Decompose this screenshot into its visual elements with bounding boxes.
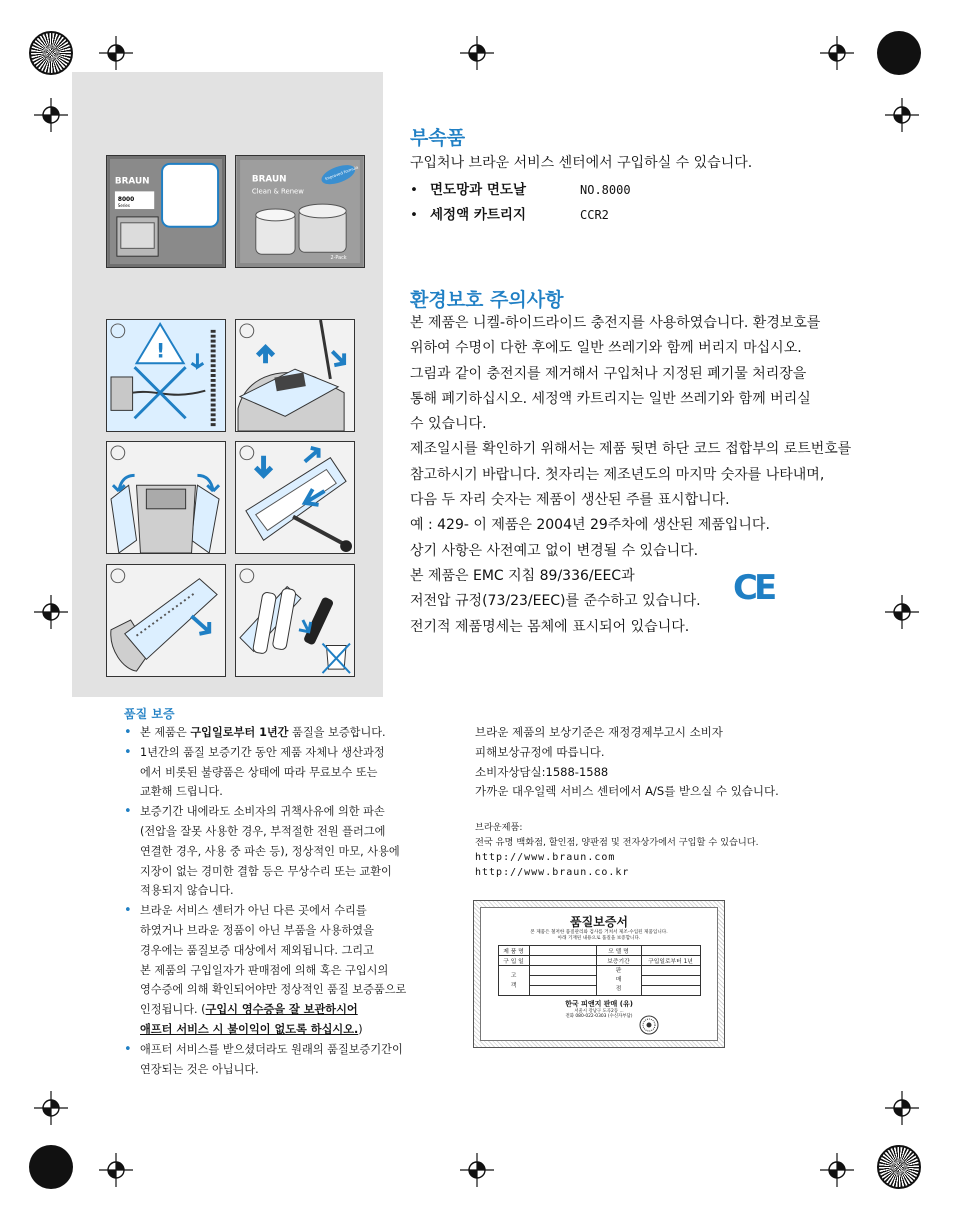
seller-char: 매 [615,977,622,983]
warranty-line [140,921,454,941]
warranty-item [124,1040,454,1080]
environment-line: 수 있습니다. [410,416,487,433]
accessory-item [410,178,631,203]
environment-line: 참고하시기 바랍니다. 첫자리는 제조년도의 마지막 숫자를 나타내며, [410,466,825,483]
customer-field [529,986,596,996]
warranty-text: 보증기간 내에라도 소비자의 귀책사유에 의한 파손 [140,805,385,819]
warranty-line [140,782,454,802]
company-address: 서울시 강남구 도곡2동 ... [574,1009,624,1014]
warranty-period-value: 구입일로부터 1년 [641,956,700,966]
purchase-date-field [529,956,596,966]
warranty-text: 연장되는 것은 아닙니다. [140,1062,259,1076]
accessory-item [410,203,631,228]
warranty-item [124,743,454,802]
warranty-line [140,961,454,981]
crosshair-mark-right-2 [885,595,919,629]
product-name-field [529,946,596,956]
pack2-count: 2-Pack [330,255,347,262]
pack2-name: Clean & Renew [251,187,304,196]
certificate-note: 본 제품은 철저한 품질관리와 검사를 거쳐서 제조·수입된 제품입니다. [530,930,668,935]
certificate-table [498,945,701,996]
warranty-text: 구입일로부터 1년간 [190,726,289,739]
environment-line: 예 : 429- 이 제품은 2004년 29주차에 생산된 제품입니다. [410,517,770,534]
warranty-line [140,723,454,743]
customer-char: 객 [510,982,517,989]
environment-line: 위하여 수명이 다한 후에도 일반 쓰레기와 함께 버리지 마십시오. [410,340,802,357]
warranty-line [140,1040,454,1060]
warranty-title: 품질 보증 [124,707,175,721]
url-link[interactable]: http://www.braun.co.kr [475,867,630,878]
crosshair-mark-top-3 [820,36,854,70]
step-unscrew-image [235,441,355,554]
accessories-list [410,178,631,228]
environment-line: 저전압 규정(73/23/EEC)를 준수하고 있습니다. [410,593,701,610]
environment-line: 본 제품은 니켈-하이드라이드 충전지를 사용하였습니다. 환경보호를 [410,315,821,331]
purchase-date-label: 구 입 일 [498,956,529,966]
purchase-info [475,820,759,880]
registration-disc-top-right [877,31,921,75]
seller-field [641,976,700,986]
environment-line: 통해 폐기하십시오. 세정액 카트리지는 일반 쓰레기와 함께 버리실 [410,390,811,407]
model-name-label: 모 델 명 [596,946,641,956]
registration-disc-bottom-left [29,1145,73,1189]
warranty-text: 경우에는 품질보증 대상에서 제외됩니다. 그리고 [140,943,374,957]
warranty-text: 영수증에 의해 확인되어야만 정상적인 품질 보증품으로 [140,983,407,997]
warranty-item [124,802,454,901]
warranty-line [140,980,454,1000]
url-link[interactable]: http://www.braun.com [475,852,616,863]
customer-field [529,966,596,976]
warranty-text: 지장이 없는 경미한 결함 등은 무상수리 또는 교환이 [140,864,392,878]
accessory-name: 세정액 카트리지 [430,207,526,223]
pack1-model: 8000 [117,197,135,204]
step-open-housing-image [235,319,355,432]
crosshair-mark-top-1 [99,36,133,70]
warranty-line [140,743,454,763]
step-remove-cover-image [106,441,226,554]
environment-line: 그림과 같이 충전지를 제거해서 구입처나 지정된 폐기물 처리장을 [410,365,807,382]
warranty-period-label: 보증기간 [596,956,641,966]
bullet: • [410,207,418,223]
warranty-line [140,842,454,862]
seller-field [641,986,700,996]
seller-char: 점 [615,986,622,992]
pack1-series: Series [117,203,130,209]
environment-line: 제조일시를 확인하기 위해서는 제품 뒷면 하단 코드 접합부의 로트번호를 [410,441,852,458]
crosshair-mark-top-2 [460,36,494,70]
warranty-text: 연결한 경우, 사용 중 파손 등), 정상적인 마모, 사용에 [140,844,400,858]
pack1-brand: BRAUN [114,176,150,187]
crosshair-mark-left-2 [34,595,68,629]
environment-line: 상기 사항은 사전예고 없이 변경될 수 있습니다. [410,542,699,559]
compensation-info [475,723,779,802]
environment-body [410,311,851,640]
warranty-text: (전압을 잘못 사용한 경우, 부적절한 전원 플러그에 [140,824,386,838]
seller-field [641,966,700,976]
pack2-brand: BRAUN [251,174,287,185]
compensation-line: 피해보상규정에 따릅니다. [475,744,605,759]
warranty-text: 애프터 서비스를 받으셨더라도 원래의 품질보증기간이 [140,1042,403,1056]
purchase-text: 전국 유명 백화점, 할인점, 양판점 및 전자상가에서 구입할 수 있습니다. [475,837,759,848]
warranty-text: 적용되지 않습니다. [140,884,234,898]
warranty-text: 하였거나 브라운 정품이 아닌 부품을 사용하였을 [140,923,374,937]
crosshair-mark-bottom-2 [460,1153,494,1187]
registration-sunburst-bottom-right [877,1145,921,1189]
crosshair-mark-left-1 [34,98,68,132]
warranty-text: 본 제품은 [140,726,191,739]
step-lift-board-image [106,564,226,677]
purchase-label: 브라운제품: [475,822,523,833]
company-phone: 전화 080-022-0303 (수신자부담) [565,1014,633,1019]
compensation-line: 가까운 대우일렉 서비스 센터에서 A/S를 받으실 수 있습니다. [475,784,779,799]
warranty-item [124,901,454,960]
company-name: 한국 피앤지 판매 (유) [565,1000,633,1008]
company-seal-icon [639,1015,659,1035]
crosshair-mark-bottom-3 [820,1153,854,1187]
environment-line: 본 제품은 EMC 지침 89/336/EEC과 [410,567,635,584]
crosshair-mark-bottom-1 [99,1153,133,1187]
product-name-label: 제 품 명 [498,946,529,956]
warranty-certificate [473,900,725,1048]
accessory-name: 면도망과 면도날 [430,182,526,198]
seller-char: 판 [615,968,622,974]
warranty-line [140,881,454,901]
warranty-text: 에서 비롯된 불량품은 상태에 따라 무료보수 또는 [140,765,378,779]
environment-title: 환경보호 주의사항 [410,289,564,311]
warning-icon: ! [156,339,166,363]
customer-char: 고 [510,972,517,979]
registration-sunburst-top-left [29,31,73,75]
step-dispose-battery-image [235,564,355,677]
pack2-badge: Improved formula [324,164,359,182]
warranty-text: ) [358,1022,363,1036]
accessory-code: CCR2 [580,208,609,222]
step-unplug-image [106,319,226,432]
customer-label [498,966,529,996]
certificate-note: 아래 기재된 내용으로 품질을 보증합니다. [557,936,641,941]
cleaning-cartridge-pack-image [235,155,365,268]
certificate-inner [480,907,718,1041]
foil-cutter-pack-image [106,155,226,268]
accessories-title: 부속품 [410,127,466,149]
warranty-line [140,941,454,961]
crosshair-mark-left-3 [34,1091,68,1125]
warranty-text: 구입시 영수증을 잘 보관하시어 [205,1003,358,1017]
warranty-item [124,723,454,743]
crosshair-mark-right-1 [885,98,919,132]
crosshair-mark-right-3 [885,1091,919,1125]
seller-label [596,966,641,996]
warranty-text: 인정됩니다. ( [140,1003,206,1017]
warranty-line [140,1060,454,1080]
warranty-line [140,802,454,822]
warranty-text: 1년간의 품질 보증기간 동안 제품 자체나 생산과정 [140,745,385,759]
warranty-line [140,862,454,882]
compensation-line: 소비자상담실:1588-1588 [475,764,609,779]
customer-field [529,976,596,986]
warranty-line [140,1020,454,1040]
warranty-line [140,901,454,921]
ce-mark: CE [733,568,774,608]
warranty-item [124,961,454,1040]
warranty-text: 본 제품의 구입일자가 판매점에 의해 혹은 구입시의 [140,963,389,977]
bullet: • [410,182,418,198]
warranty-text: 애프터 서비스 시 불이익이 없도록 하십시오. [140,1022,359,1036]
warranty-text: 브라운 서비스 센터가 아닌 다른 곳에서 수리를 [140,904,367,918]
warranty-line [140,1000,454,1020]
warranty-text: 교환해 드립니다. [140,785,223,799]
environment-line: 다음 두 자리 숫자는 제품이 생산된 주를 표시합니다. [410,492,730,509]
model-name-field [641,946,700,956]
certificate-title: 품질보증서 [570,915,628,929]
accessories-intro: 구입처나 브라운 서비스 센터에서 구입하실 수 있습니다. [410,155,753,171]
environment-line: 전기적 제품명세는 몸체에 표시되어 있습니다. [410,618,690,635]
compensation-line: 브라운 제품의 보상기준은 재정경제부고시 소비자 [475,725,723,739]
warranty-line [140,763,454,783]
warranty-list [124,723,454,1079]
warranty-line [140,822,454,842]
warranty-text: 품질을 보증합니다. [288,726,386,739]
accessory-code: NO.8000 [580,183,631,197]
